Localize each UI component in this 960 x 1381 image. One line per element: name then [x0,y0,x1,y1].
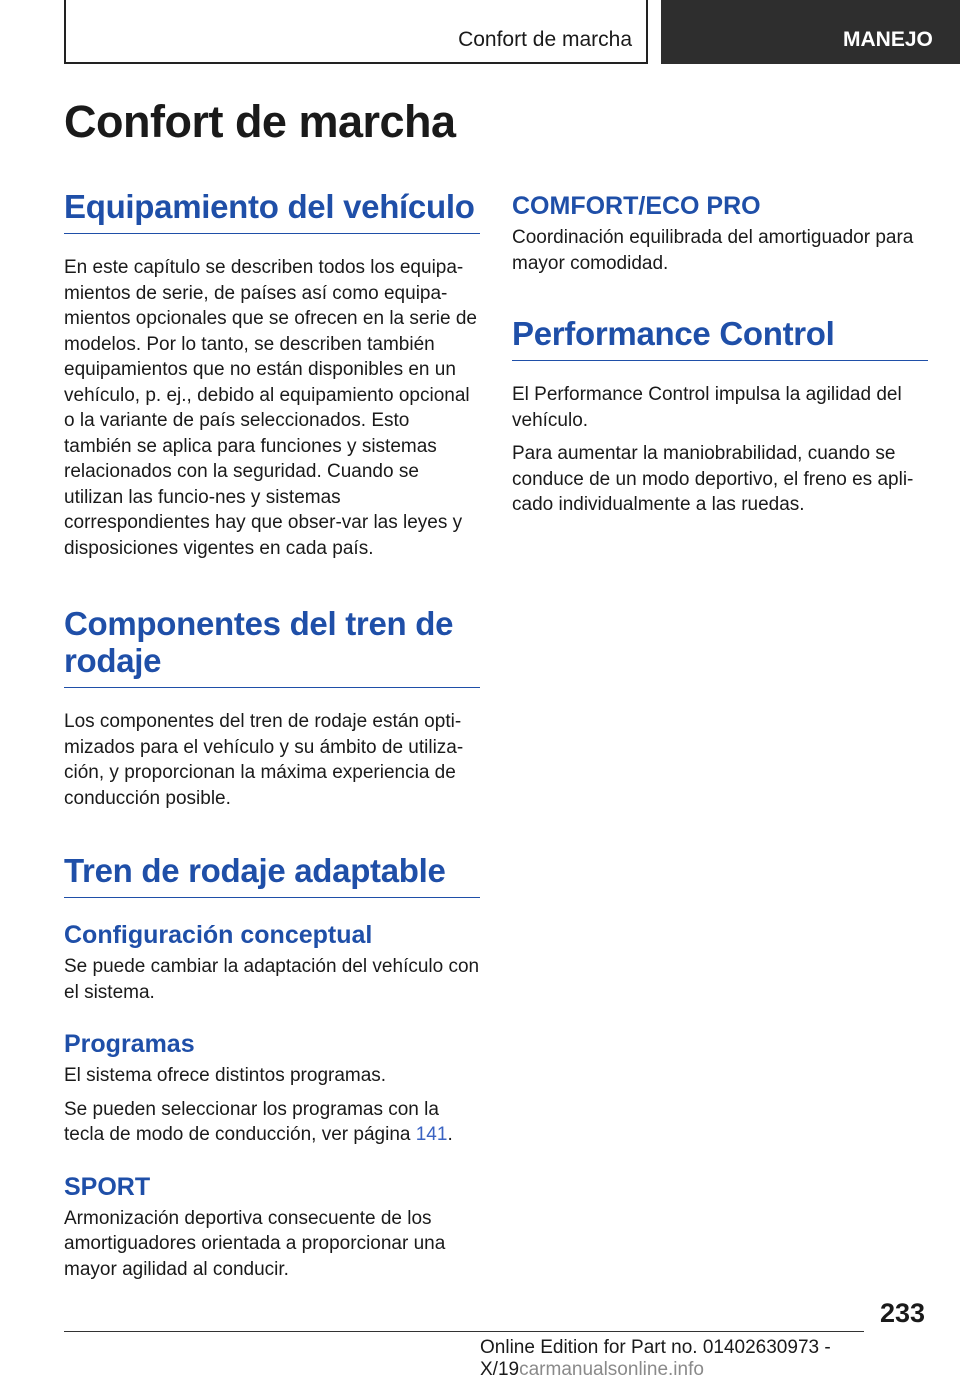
paragraph-equipamiento: En este capítulo se describen todos los equipa‐mientos de serie, de países así como equipa‐mientos opcionales que se ofrecen en la serie de modelos. Por lo tanto, se describen también equipamientos que no están disponibles en un vehículo, p. ej., debido al equipamiento opcional o la variante de país seleccionados. Esto también se aplica para funciones y sistemas relacionados con la seguridad. Cuando se utilizan las funcio‐nes y sistemas correspondientes hay que obser‐var las leyes y disposiciones vigentes en cada país. [64,257,477,559]
paragraph-sport: Armonización deportiva consecuente de los amortiguadores orientada a proporcionar una mayor agilidad al conducir. [64,1207,446,1280]
page-number: 233 [880,1298,926,1328]
watermark-text: carmanualsonline.info [519,1359,704,1380]
heading-performance-control: Performance Control [512,315,928,361]
footer-edition: Online Edition for Part no. 01402630973 - X/19 [480,1337,831,1380]
header-chapter-tab[interactable]: MANEJO [661,0,960,64]
paragraph-componentes: Los componentes del tren de rodaje están opti‐mizados para el vehículo y su ámbito de utiliza‐ción, y proporcionan la máxima experiencia de conducción posible. [64,711,464,809]
subheading-sport: SPORT [64,1172,151,1201]
subheading-configuracion: Configuración conceptual [64,921,373,949]
paragraph-programas-1: El sistema ofrece distintos programas. [64,1065,387,1086]
header-section-title: Confort de marcha [458,28,632,51]
footer-divider [64,1331,864,1332]
heading-equipamiento: Equipamiento del vehículo [64,188,480,234]
header-section-box [64,0,648,64]
paragraph-programas-2 [64,1097,480,1148]
heading-componentes: Componentes del tren de rodaje [64,605,480,688]
right-column [512,188,928,518]
subheading-programas: Programas [64,1030,195,1058]
footer-edition-line [480,1337,960,1381]
page-title: Confort de marcha [64,96,456,147]
paragraph-configuracion: Se puede cambiar la adaptación del vehículo con el sistema. [64,956,480,1003]
page-link-141[interactable]: 141 [415,1124,448,1145]
left-column [64,188,480,1282]
programas-end: . [447,1124,453,1145]
paragraph-performance-1: El Performance Control impulsa la agilidad del vehículo. [512,384,902,431]
paragraph-comfort-eco-pro: Coordinación equilibrada del amortiguador para mayor comodidad. [512,227,914,274]
paragraph-performance-2: Para aumentar la maniobrabilidad, cuando se conduce de un modo deportivo, el freno es apli‐cado individualmente a las ruedas. [512,443,914,515]
subheading-comfort-eco-pro: COMFORT/ECO PRO [512,192,761,220]
programas-text: Se pueden seleccionar los programas con la tecla de modo de conducción, ver página [64,1098,439,1145]
heading-tren-adaptable: Tren de rodaje adaptable [64,852,480,898]
